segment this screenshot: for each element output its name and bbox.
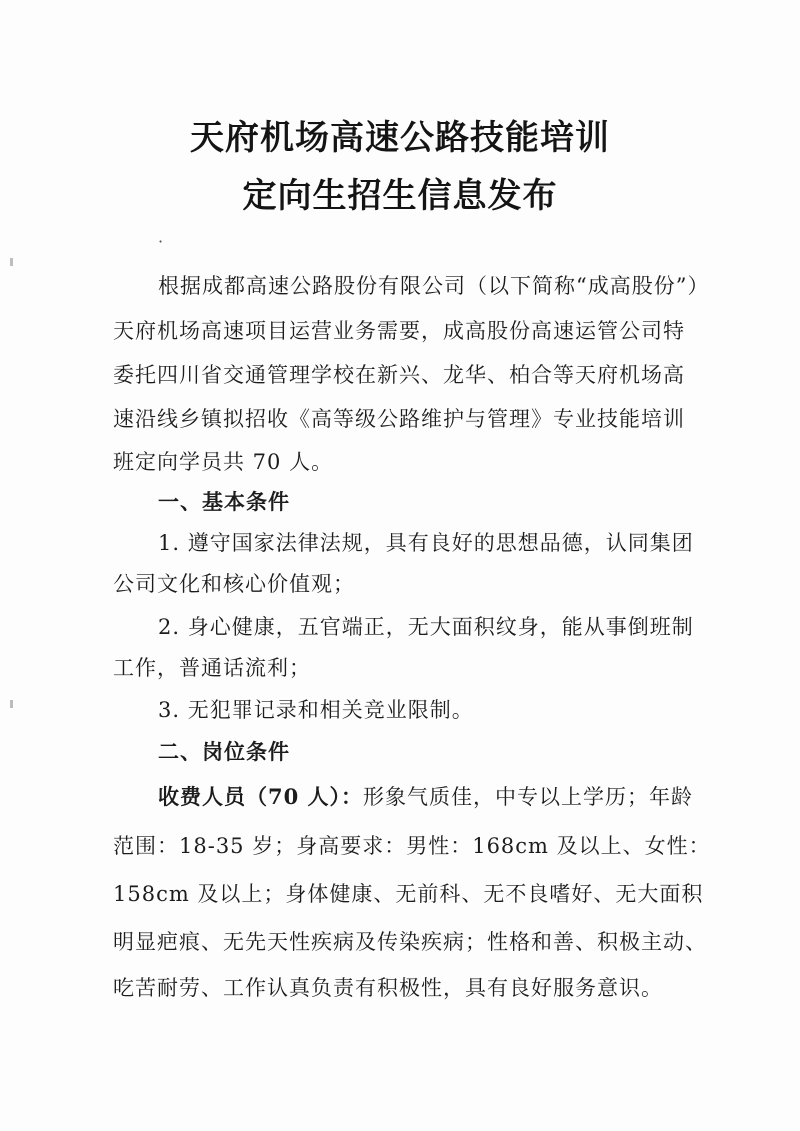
section1-heading: 一、基本条件	[158, 489, 290, 514]
document-title-line1: 天府机场高速公路技能培训	[190, 118, 610, 158]
section2-line3: 158cm 及以上；身体健康、无前科、无不良嗜好、无大面积	[113, 882, 704, 906]
scan-edge-mark	[10, 258, 13, 266]
intro-line-2: 天府机场高速项目运营业务需要，成高股份高速运管公司特	[113, 319, 685, 343]
stray-dot: ·	[158, 232, 164, 251]
section2-line2: 范围：18-35 岁；身高要求：男性：168cm 及以上、女性：	[113, 834, 711, 858]
section1-item2-line1: 2. 身心健康，五官端正，无大面积纹身，能从事倒班制	[158, 615, 694, 639]
intro-line-3: 委托四川省交通管理学校在新兴、龙华、柏合等天府机场高	[113, 363, 685, 387]
scan-edge-mark	[10, 700, 13, 708]
section2-heading: 二、岗位条件	[158, 739, 290, 764]
intro-line-5: 班定向学员共 70 人。	[113, 450, 334, 474]
intro-line-1: 根据成都高速公路股份有限公司（以下简称“成高股份”）	[158, 274, 710, 298]
intro-line-4: 速沿线乡镇拟招收《高等级公路维护与管理》专业技能培训	[113, 407, 685, 431]
section2-line1	[158, 783, 698, 811]
section2-line1-rest: 形象气质佳，中专以上学历；年龄	[363, 785, 694, 809]
document-title-line2: 定向生招生信息发布	[242, 176, 558, 216]
section1-item2-line2: 工作，普通话流利；	[113, 656, 311, 680]
section2-line4: 明显疤痕、无先天性疾病及传染疾病；性格和善、积极主动、	[113, 930, 707, 954]
toll-staff-label: 收费人员（70 人）：	[158, 784, 364, 809]
section1-item1-line1: 1. 遵守国家法律法规，具有良好的思想品德，认同集团	[158, 531, 694, 555]
section1-item3: 3. 无犯罪记录和相关竞业限制。	[158, 698, 474, 722]
section1-item1-line2: 公司文化和核心价值观；	[113, 572, 355, 596]
section2-line5: 吃苦耐劳、工作认真负责有积极性，具有良好服务意识。	[113, 976, 663, 1000]
